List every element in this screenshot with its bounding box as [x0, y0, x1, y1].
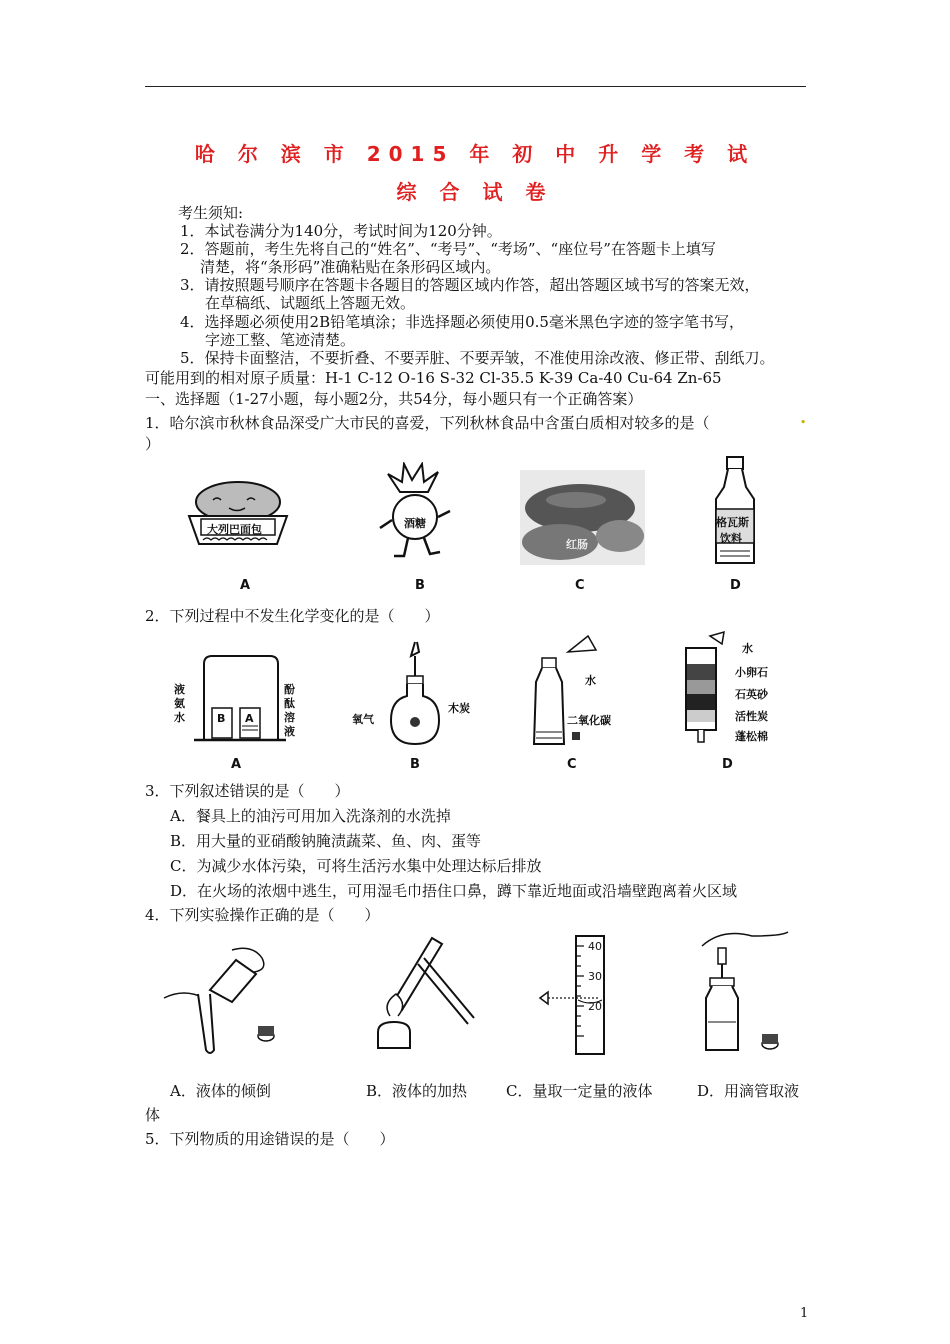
question-5-stem: 5．下列物质的用途错误的是（ ）	[145, 1130, 395, 1148]
water-filter-figure	[680, 630, 730, 750]
q2-fig-label-b: B	[410, 757, 420, 772]
filter-sand-label: 石英砂	[735, 688, 768, 701]
cylinder-tick-20: 20	[588, 1000, 602, 1013]
q1-fig-label-c: C	[575, 578, 585, 593]
drink-label-2: 饮料	[720, 532, 742, 545]
charcoal-in-oxygen-figure	[385, 640, 445, 750]
exam-subtitle: 综 合 试 卷	[396, 180, 554, 204]
oxygen-label: 氧气	[352, 713, 374, 726]
liquid-heating-figure	[372, 928, 482, 1058]
question-1-stem-end: ）	[145, 435, 161, 453]
exam-title: 哈 尔 滨 市 2015 年 初 中 升 学 考 试	[194, 142, 756, 166]
notice-item: 字迹工整、笔迹清楚。	[205, 331, 356, 349]
header-rule	[145, 86, 806, 87]
ammonia-label: 液 氨 水	[174, 683, 185, 724]
q4-option-d: D．用滴管取液	[697, 1082, 800, 1100]
co2-bottle-figure	[528, 632, 598, 752]
q1-fig-label-b: B	[415, 578, 425, 593]
q3-option-d: D．在火场的浓烟中逃生，可用湿毛巾捂住口鼻，蹲下靠近地面或沿墙壁跑离着火区域	[170, 882, 738, 900]
notice-item: 在草稿纸、试题纸上答题无效。	[205, 294, 416, 312]
q2-fig-label-d: D	[722, 757, 733, 772]
bread-figure	[185, 478, 295, 558]
drink-label-1: 格瓦斯	[716, 516, 749, 529]
question-3-stem: 3．下列叙述错误的是（ ）	[145, 782, 350, 800]
q3-option-b: B．用大量的亚硝酸钠腌渍蔬菜、鱼、肉、蛋等	[170, 832, 482, 850]
filter-cotton-label: 蓬松棉	[735, 730, 768, 743]
stray-dot: .	[800, 407, 807, 428]
cylinder-tick-30: 30	[588, 970, 602, 983]
question-2-stem: 2．下列过程中不发生化学变化的是（ ）	[145, 607, 440, 625]
q4-option-d-wrap: 体	[145, 1106, 161, 1124]
q4-option-a: A．液体的倾倒	[170, 1082, 271, 1100]
section-heading: 一、选择题（1-27小题，每小题2分，共54分，每小题只有一个正确答案）	[145, 390, 643, 408]
notice-item: 3．请按照题号顺序在答题卡各题目的答题区域内作答，超出答题区域书写的答案无效，	[180, 276, 760, 294]
notice-item: 5．保持卡面整洁，不要折叠、不要弄脏、不要弄皱，不准使用涂改液、修正带、刮纸刀。	[180, 349, 775, 367]
cylinder-tick-40: 40	[588, 940, 602, 953]
filter-pebble-label: 小卵石	[735, 666, 768, 679]
filter-carbon-label: 活性炭	[735, 710, 768, 723]
q1-fig-label-a: A	[240, 578, 251, 593]
graduated-cylinder-figure	[530, 932, 620, 1062]
candy-label: 酒糖	[404, 517, 426, 530]
filter-water-label: 水	[742, 642, 753, 655]
q4-option-c: C．量取一定量的液体	[506, 1082, 653, 1100]
water-label-c: 水	[585, 674, 596, 687]
q4-option-b: B．液体的加热	[366, 1082, 468, 1100]
bread-label: 大列巴面包	[207, 523, 262, 536]
bell-jar-figure	[190, 652, 290, 744]
sausage-label: 红肠	[566, 538, 588, 551]
q2-fig-label-c: C	[567, 757, 577, 772]
question-1-stem: 1．哈尔滨市秋林食品深受广大市民的喜爱，下列秋林食品中含蛋白质相对较多的是（	[145, 414, 710, 432]
co2-label: 二氧化碳	[567, 714, 611, 727]
phenolphthalein-label: 酚 酞 溶 液	[284, 683, 295, 738]
q2-fig-label-a: A	[231, 757, 242, 772]
notice-item: 1．本试卷满分为140分，考试时间为120分钟。	[180, 222, 502, 240]
beaker-b-label: B	[217, 712, 226, 725]
notice-heading: 考生须知:	[178, 204, 244, 222]
notice-item: 4．选择题必须使用2B铅笔填涂；非选择题必须使用0.5毫米黑色字迹的签字笔书写，	[180, 313, 744, 331]
charcoal-label: 木炭	[448, 702, 470, 715]
notice-item: 2．答题前，考生先将自己的“姓名”、“考号”、“考场”、“座位号”在答题卡上填写	[180, 240, 716, 258]
q3-option-c: C．为减少水体污染，可将生活污水集中处理达标后排放	[170, 857, 542, 875]
liquid-pouring-figure	[162, 938, 282, 1058]
atomic-masses: 可能用到的相对原子质量：H-1 C-12 O-16 S-32 Cl-35.5 K-39 Ca-40 Cu-64 Zn-65	[145, 369, 722, 387]
drink-bottle-figure	[710, 455, 760, 570]
q1-fig-label-d: D	[730, 578, 741, 593]
page-number: 1	[800, 1306, 809, 1321]
question-4-stem: 4．下列实验操作正确的是（ ）	[145, 906, 380, 924]
beaker-a-label: A	[245, 712, 254, 725]
candy-mascot-figure	[370, 462, 465, 562]
q3-option-a: A．餐具上的油污可用加入洗涤剂的水洗掉	[170, 807, 451, 825]
notice-item: 清楚，将“条形码”准确粘贴在条形码区域内。	[200, 258, 501, 276]
dropper-figure	[692, 926, 792, 1058]
